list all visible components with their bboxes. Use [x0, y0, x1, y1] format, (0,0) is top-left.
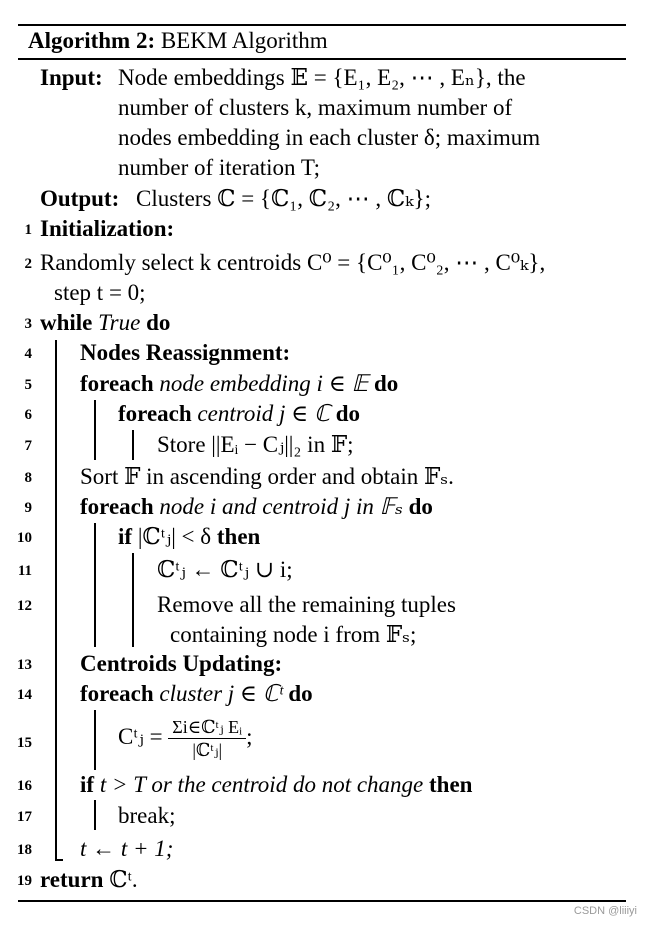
foreach-condition: node embedding i ∈ 𝔼	[159, 371, 369, 396]
line-5-foreach-node	[80, 371, 398, 397]
foreach-centroid-block-bar	[132, 430, 134, 460]
if-keyword: if	[118, 524, 133, 549]
if-capacity-block-bar	[132, 553, 134, 647]
formula-end: ;	[246, 724, 253, 749]
output-text: Clusters ℂ = {ℂ₁, ℂ₂, ⋯ , ℂₖ};	[136, 186, 431, 211]
line-6-foreach-centroid	[118, 401, 360, 427]
line-number-14: 14	[17, 687, 32, 703]
algorithm-caption	[28, 28, 328, 54]
bottom-rule	[18, 900, 626, 902]
formula-lhs: Cᵗⱼ =	[118, 724, 163, 749]
line-12-remove-a: Remove all the remaining tuples	[157, 592, 456, 617]
while-block-hook	[55, 859, 63, 861]
formula-numerator: Σi∈ℂᵗⱼ Eᵢ	[168, 717, 246, 739]
line-16-if-stop	[80, 772, 472, 798]
line-number-13: 13	[17, 657, 32, 673]
line-number-9: 9	[24, 500, 32, 516]
foreach-cluster-block-bar	[94, 710, 96, 770]
foreach-keyword: foreach	[118, 401, 192, 426]
top-rule	[18, 24, 626, 26]
line-15-centroid-formula	[118, 711, 252, 763]
line-17-break: break;	[118, 803, 176, 828]
formula-fraction	[168, 717, 246, 760]
line-2-random-select: Randomly select k centroids C⁰ = {C⁰₁, C⁰₂, ⋯ , C⁰ₖ},	[40, 250, 546, 275]
while-block-bar	[55, 340, 57, 860]
line-7-store-distance: Store ||Eᵢ − Cⱼ||₂ in 𝔽;	[157, 432, 354, 457]
line-1-initialization: Initialization:	[40, 216, 175, 241]
then-keyword: then	[216, 524, 261, 549]
line-10-if-capacity	[118, 524, 260, 550]
line-12-remove-b: containing node i from 𝔽ₛ;	[170, 622, 417, 647]
line-number-11: 11	[17, 563, 32, 579]
line-9-foreach-pair	[80, 494, 433, 520]
line-2-step-init: step t = 0;	[54, 280, 146, 305]
foreach-condition: node i and centroid j in 𝔽ₛ	[159, 494, 403, 519]
do-keyword: do	[146, 310, 171, 335]
line-4-nodes-reassignment: Nodes Reassignment:	[80, 340, 291, 365]
line-number-19: 19	[17, 873, 32, 889]
line-number-8: 8	[24, 470, 32, 486]
line-number-2: 2	[24, 256, 32, 272]
line-number-12: 12	[17, 598, 32, 614]
do-keyword: do	[335, 401, 360, 426]
foreach-keyword: foreach	[80, 494, 154, 519]
line-number-5: 5	[24, 377, 32, 393]
foreach-keyword: foreach	[80, 681, 154, 706]
then-keyword: then	[429, 772, 473, 797]
line-19-return	[40, 867, 138, 893]
do-keyword: do	[374, 371, 399, 396]
line-number-6: 6	[24, 407, 32, 423]
if-keyword: if	[80, 772, 95, 797]
input-line-4: number of iteration T;	[118, 155, 321, 180]
header-rule	[18, 58, 626, 60]
line-3-while	[40, 310, 170, 336]
input-line-3: nodes embedding in each cluster δ; maximum	[118, 125, 541, 150]
do-keyword: do	[288, 681, 313, 706]
input-line-1: Node embeddings 𝔼 = {E₁, E₂, ⋯ , Eₙ}, the	[118, 65, 526, 90]
foreach-keyword: foreach	[80, 371, 154, 396]
output-label: Output:	[40, 186, 120, 211]
line-number-7: 7	[24, 438, 32, 454]
foreach-pair-block-bar	[94, 523, 96, 647]
line-number-15: 15	[17, 735, 32, 751]
line-11-assign: ℂᵗⱼ ← ℂᵗⱼ ∪ i;	[157, 557, 293, 582]
while-condition: True	[98, 310, 141, 335]
if-stop-block-bar	[94, 800, 96, 830]
foreach-condition: cluster j ∈ ℂᵗ	[159, 681, 283, 706]
line-number-4: 4	[24, 346, 32, 362]
line-number-16: 16	[17, 778, 32, 794]
input-line-2: number of clusters k, maximum number of	[118, 95, 513, 120]
do-keyword: do	[408, 494, 433, 519]
return-value: ℂᵗ.	[109, 867, 138, 892]
foreach-node-block-bar	[94, 400, 96, 460]
if-condition: t > T or the centroid do not change	[99, 772, 424, 797]
line-14-foreach-cluster	[80, 681, 313, 707]
line-13-centroids-updating: Centroids Updating:	[80, 651, 283, 676]
line-number-3: 3	[24, 316, 32, 332]
line-8-sort: Sort 𝔽 in ascending order and obtain 𝔽ₛ.	[80, 464, 454, 489]
formula-denominator: |ℂᵗⱼ|	[192, 740, 223, 761]
watermark: CSDN @liiiyi	[573, 905, 637, 917]
line-number-10: 10	[17, 530, 32, 546]
input-label: Input:	[40, 65, 103, 90]
if-condition: |ℂᵗⱼ| < δ	[137, 524, 212, 549]
while-keyword: while	[40, 310, 93, 335]
line-18-increment: t ← t + 1;	[80, 836, 174, 861]
foreach-condition: centroid j ∈ ℂ	[197, 401, 330, 426]
return-keyword: return	[40, 867, 104, 892]
line-number-1: 1	[24, 222, 32, 238]
algorithm-label: Algorithm 2:	[28, 28, 156, 53]
line-number-18: 18	[17, 842, 32, 858]
line-number-17: 17	[17, 809, 32, 825]
algorithm-name: BEKM Algorithm	[160, 28, 328, 53]
